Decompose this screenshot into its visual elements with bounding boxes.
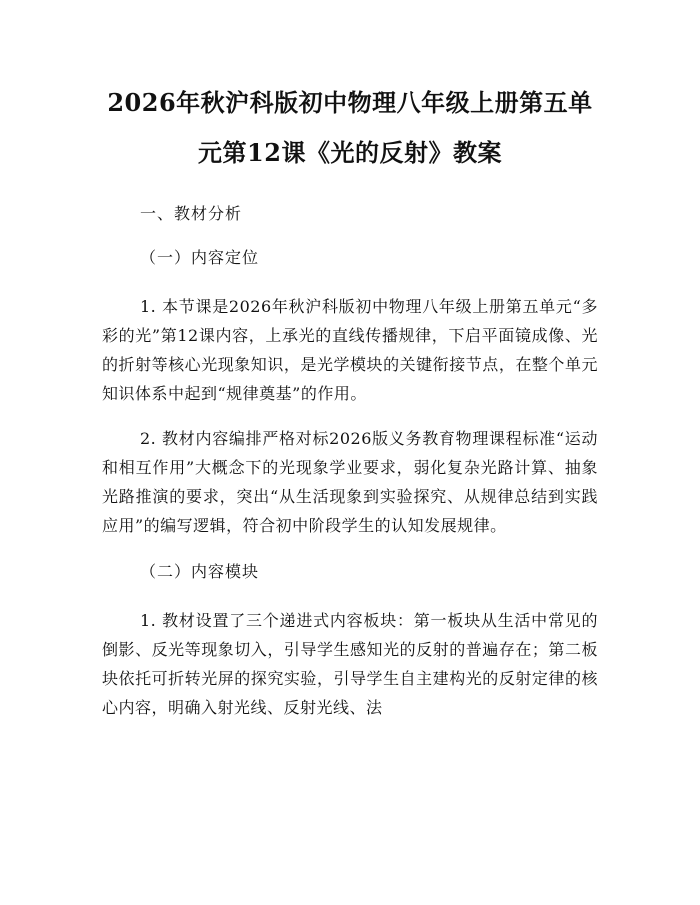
paragraph-content-positioning-2: 2. 教材内容编排严格对标2026版义务教育物理课程标准“运动和相互作用”大概念下的光现象学业要求，弱化复杂光路计算、抽象光路推演的要求，突出“从生活现象到实验探究、从规律总结到实践应用”的编写逻辑，符合初中阶段学生的认知发展规律。 [102, 429, 598, 535]
subsection-heading-content-modules: （二）内容模块 [140, 562, 260, 581]
document-title: 2026年秋沪科版初中物理八年级上册第五单元第12课《光的反射》教案 [107, 88, 593, 167]
section-heading-textbook-analysis: 一、教材分析 [140, 204, 243, 223]
paragraph-content-positioning-1: 1. 本节课是2026年秋沪科版初中物理八年级上册第五单元“多彩的光”第12课内容，上承光的直线传播规律，下启平面镜成像、光的折射等核心光现象知识，是光学模块的关键衔接节点，在整个单元知识体系中起到“规律奠基”的作用。 [102, 297, 598, 403]
subsection-heading-content-positioning: （一）内容定位 [140, 248, 260, 267]
paragraph-content-modules-1: 1. 教材设置了三个递进式内容板块：第一板块从生活中常见的倒影、反光等现象切入，引导学生感知光的反射的普遍存在；第二板块依托可折转光屏的探究实验，引导学生自主建构光的反射定律的核心内容，明确入射光线、反射光线、法 [102, 611, 598, 717]
